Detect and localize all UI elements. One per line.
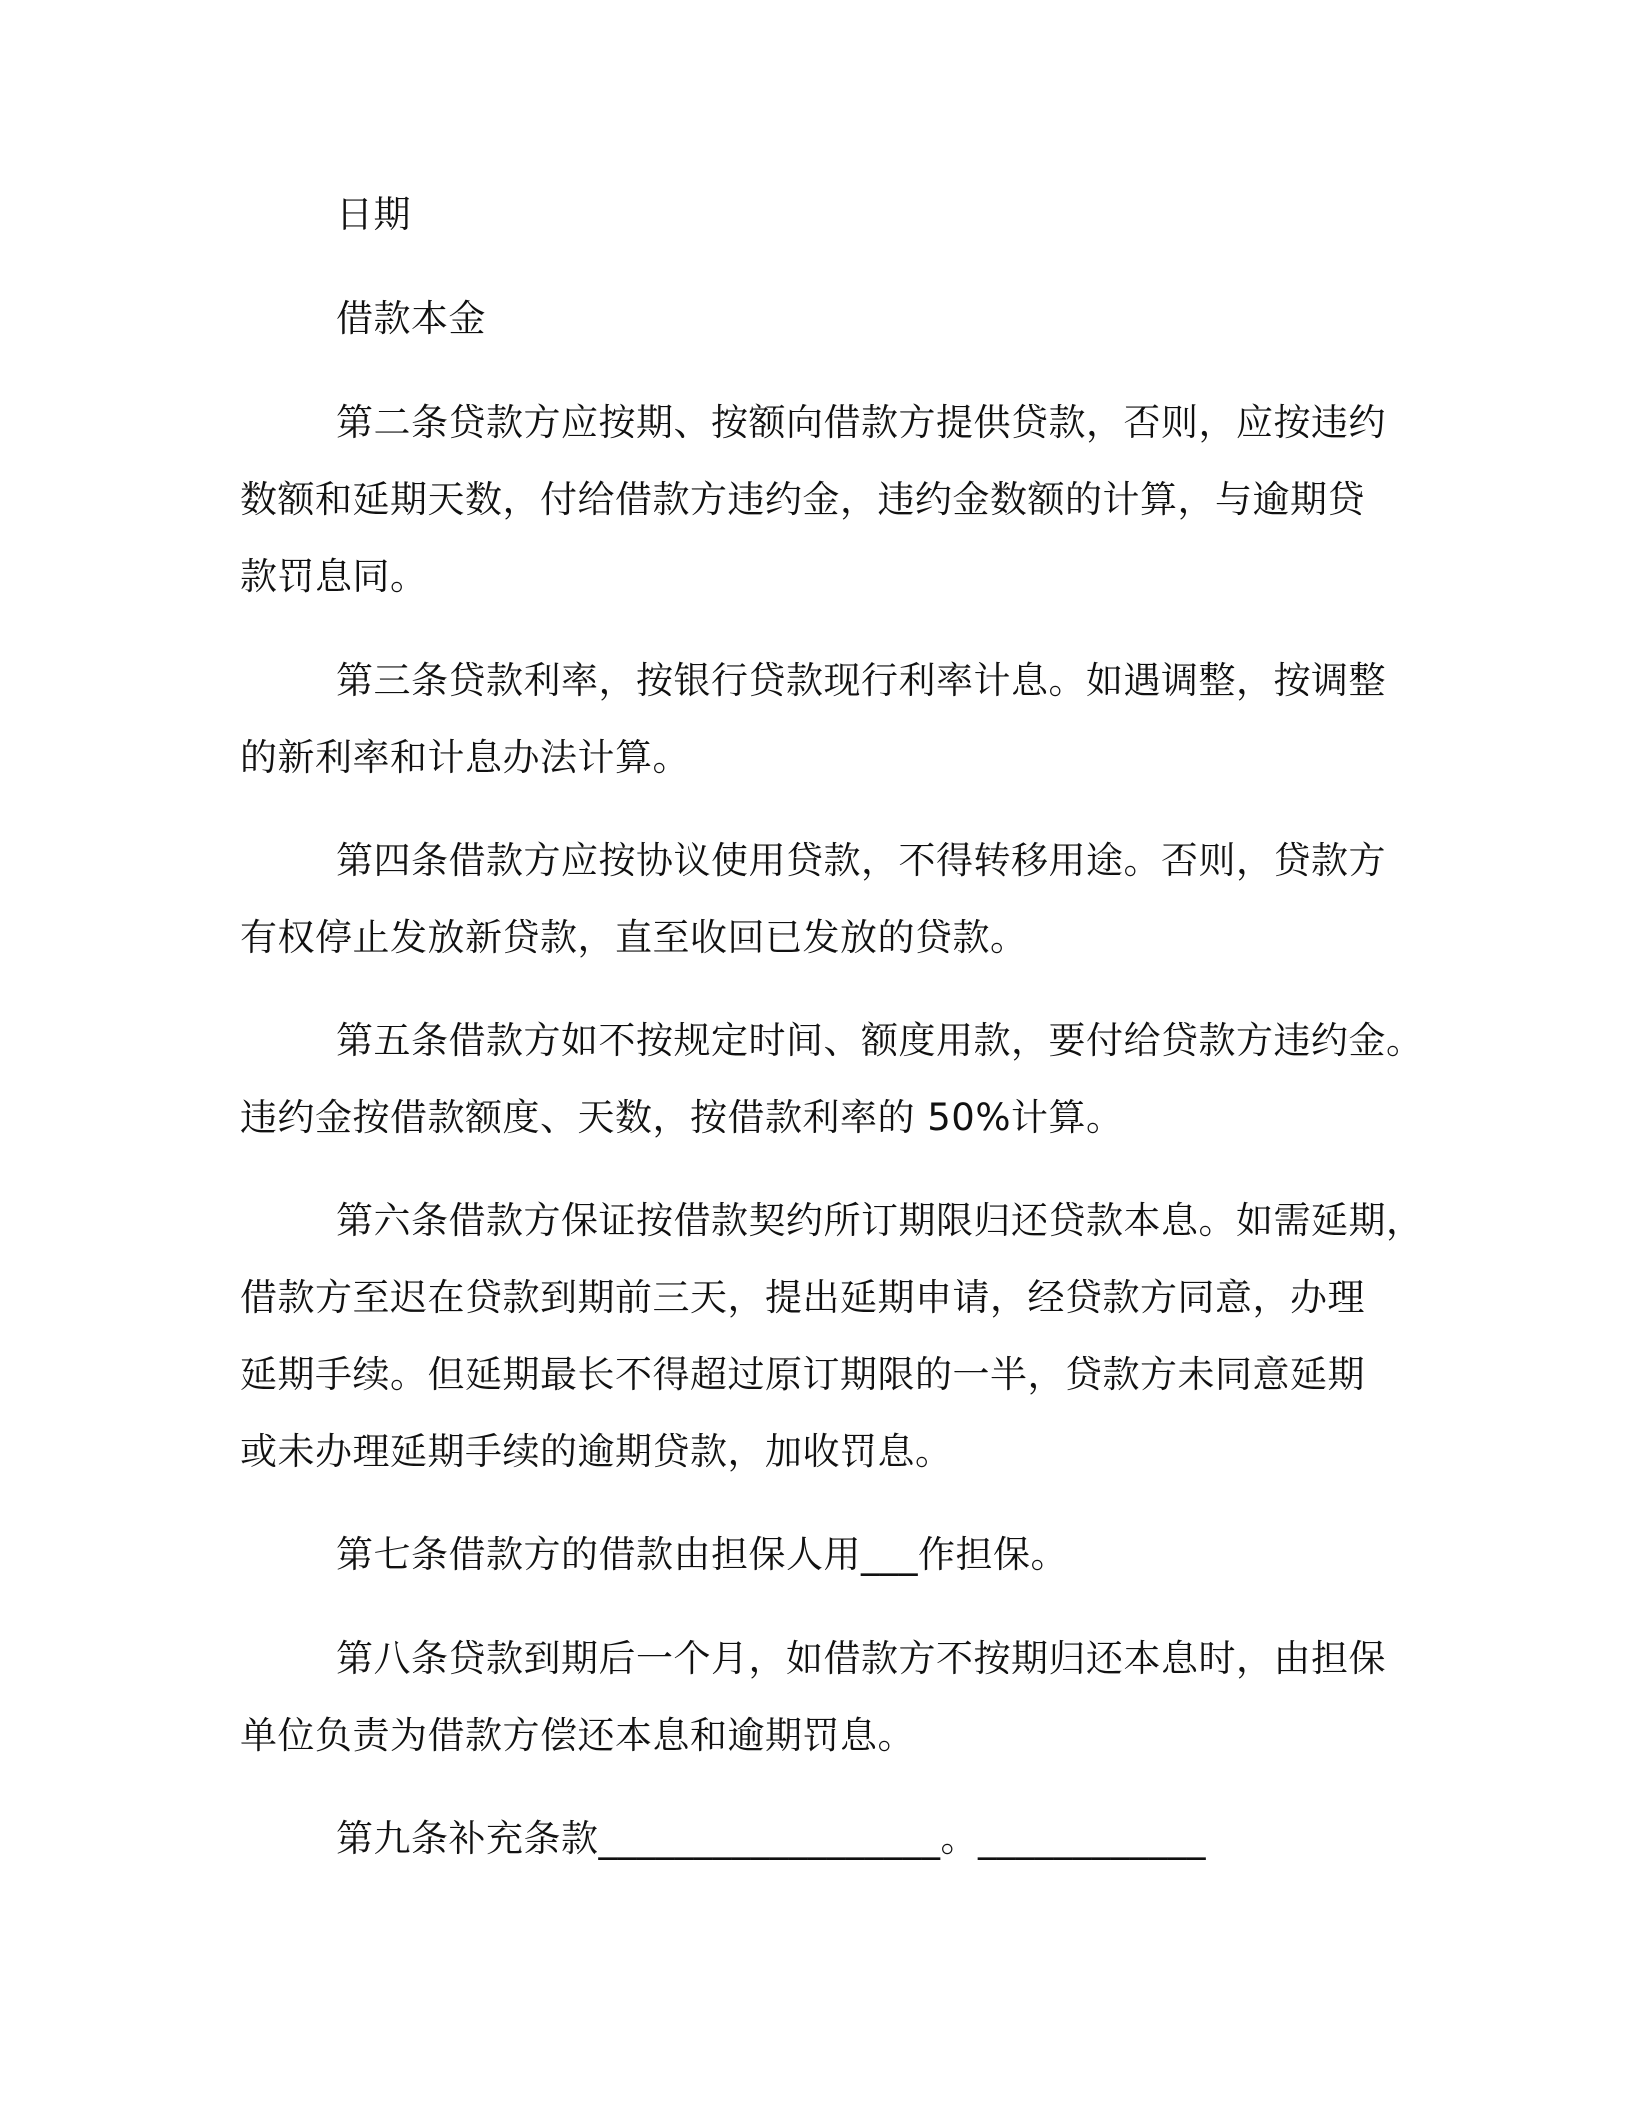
clause-9 [240, 1800, 1410, 1877]
clause-line: 第八条贷款到期后一个月，如借款方不按期归还本息时，由担保 [336, 1637, 1386, 1680]
clause-line: 违约金按借款额度、天数，按借款利率的 50%计算。 [240, 1096, 1124, 1139]
clause-line: 借款方至迟在贷款到期前三天，提出延期申请，经贷款方同意，办理 [240, 1276, 1365, 1319]
clause-line: 第九条补充条款__________________。____________ [336, 1817, 1206, 1860]
heading-principal-text: 借款本金 [336, 297, 486, 340]
heading-date-text: 日期 [336, 193, 411, 236]
clause-3 [240, 642, 1410, 796]
clause-8 [240, 1620, 1410, 1774]
clause-line: 单位负责为借款方偿还本息和逾期罚息。 [240, 1714, 915, 1757]
clause-5 [240, 1002, 1424, 1156]
clause-line: 第三条贷款利率，按银行贷款现行利率计息。如遇调整，按调整 [336, 659, 1386, 702]
clause-line: 有权停止发放新贷款，直至收回已发放的贷款。 [240, 916, 1028, 959]
clause-line: 第四条借款方应按协议使用贷款，不得转移用途。否则，贷款方 [336, 839, 1386, 882]
clause-line: 第二条贷款方应按期、按额向借款方提供贷款，否则，应按违约 [336, 401, 1386, 444]
clause-line: 第六条借款方保证按借款契约所订期限归还贷款本息。如需延期， [336, 1199, 1424, 1242]
clause-line: 第五条借款方如不按规定时间、额度用款，要付给贷款方违约金。 [336, 1019, 1424, 1062]
clause-line: 款罚息同。 [240, 555, 428, 598]
clause-line: 数额和延期天数，付给借款方违约金，违约金数额的计算，与逾期贷 [240, 478, 1365, 521]
clause-line: 的新利率和计息办法计算。 [240, 736, 690, 779]
clause-line: 延期手续。但延期最长不得超过原订期限的一半，贷款方未同意延期 [240, 1353, 1365, 1396]
clause-2 [240, 384, 1410, 615]
heading-date [240, 176, 1410, 253]
clause-6 [240, 1182, 1424, 1490]
clause-line: 或未办理延期手续的逾期贷款，加收罚息。 [240, 1430, 953, 1473]
clause-4 [240, 822, 1410, 976]
clause-line: 第七条借款方的借款由担保人用___作担保。 [336, 1533, 1068, 1576]
clause-7 [240, 1516, 1410, 1593]
heading-principal [240, 280, 1410, 357]
